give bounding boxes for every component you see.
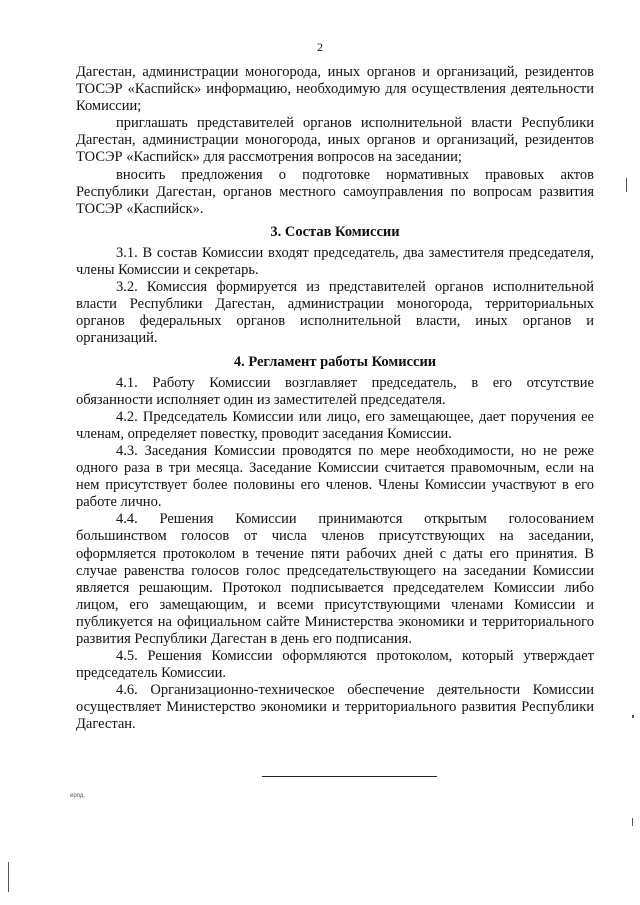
paragraph-invite-representatives: приглашать представителей органов исполнительной власти Республики Дагестан, администрации моногорода, иных органов и организаций, резидентов ТОСЭР «Каспийск» для рассмотрения вопросов на заседании; xyxy=(76,115,594,166)
clause-4-3: 4.3. Заседания Комиссии проводятся по мере необходимости, но не реже одного раза в три месяца. Заседание Комиссии считается правомочным, если на нем присутствует более половины его членов. Члены Комиссии участвуют в его работе лично. xyxy=(76,442,594,511)
clause-4-6: 4.6. Организационно-техническое обеспечение деятельности Комиссии осуществляет Министерство экономики и территориального развития Республики Дагестан. xyxy=(76,682,594,733)
scan-mark xyxy=(632,715,634,718)
footer-marker: ерпд. xyxy=(70,793,86,799)
clause-4-1: 4.1. Работу Комиссии возглавляет председатель, в его отсутствие обязанности исполняет один из заместителей председателя. xyxy=(76,374,594,408)
scan-mark xyxy=(8,862,9,892)
clause-4-5: 4.5. Решения Комиссии оформляются протоколом, который утверждает председатель Комиссии. xyxy=(76,648,594,682)
end-of-text-rule xyxy=(262,776,437,777)
scan-mark xyxy=(632,818,633,826)
scan-mark xyxy=(626,178,627,192)
section-heading-regulations: 4. Регламент работы Комиссии xyxy=(233,353,437,370)
continued-paragraph: Дагестан, администрации моногорода, иных органов и организаций, резидентов ТОСЭР «Каспийск» информацию, необходимую для осуществления деятельности Комиссии; xyxy=(76,64,594,115)
paragraph-submit-proposals: вносить предложения о подготовке нормативных правовых актов Республики Дагестан, органов местного самоуправления по вопросам развития ТОСЭР «Каспийск». xyxy=(76,166,594,217)
clause-4-4: 4.4. Решения Комиссии принимаются открытым голосованием большинством голосов от числа членов присутствующих на заседании, оформляется протоколом в течение пяти рабочих дней с даты его принятия. В случае равенства голосов голос председательствующего на заседании Комиссии является решающим. Протокол подписывается председателем Комиссии либо лицом, его замещающим, и всеми присутствующими членами Комиссии и публикуется на официальном сайте Министерства экономики и территориального развития Республики Дагестан в день его подписания. xyxy=(76,511,594,647)
page-number: 2 xyxy=(317,40,323,54)
section-heading-composition: 3. Состав Комиссии xyxy=(270,223,400,240)
clause-3-2: 3.2. Комиссия формируется из представителей органов исполнительной власти Республики Дагестан, администрации моногорода, территориальных органов федеральных органов исполнительной власти, иных органов и организаций. xyxy=(76,279,594,347)
clause-4-2: 4.2. Председатель Комиссии или лицо, его замещающее, дает поручения ее членам, определяет повестку, проводит заседания Комиссии. xyxy=(76,408,594,442)
clause-3-1: 3.1. В состав Комиссии входят председатель, два заместителя председателя, члены Комиссии и секретарь. xyxy=(76,244,594,279)
document-body xyxy=(76,64,594,734)
